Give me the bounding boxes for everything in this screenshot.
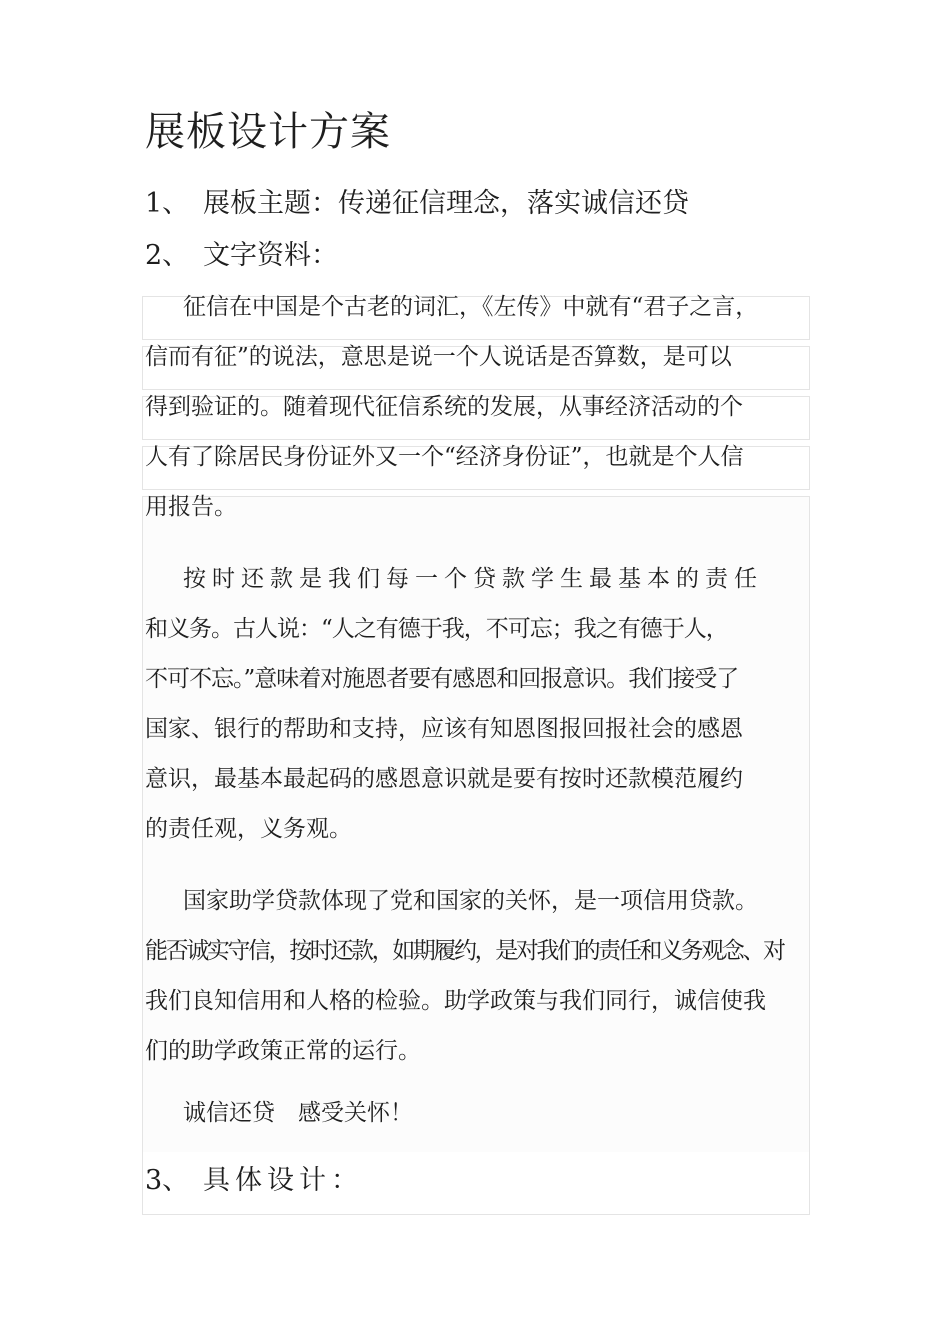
paragraph-2-line: 不可不忘。”意味着对施恩者要有感恩和回报意识。我们接受了 (145, 666, 739, 692)
paragraph-2-line: 国家、银行的帮助和支持，应该有知恩图报回报社会的感恩 (145, 716, 743, 742)
paragraph-3-line: 能否诚实守信，按时还款，如期履约，是对我们的责任和义务观念、对 (145, 938, 784, 964)
section-2-heading (145, 236, 338, 276)
section-3-heading (145, 1161, 363, 1201)
closing-slogan: 诚信还贷 感受关怀！ (183, 1100, 413, 1126)
paragraph-1-line: 信而有征”的说法，意思是说一个人说话是否算数，是可以 (145, 344, 732, 370)
paragraph-1-line: 得到验证的。随着现代征信系统的发展，从事经济活动的个 (145, 394, 743, 420)
section-1-text: 展板主题：传递征信理念，落实诚信还贷 (203, 188, 689, 219)
paragraph-3-line: 国家助学贷款体现了党和国家的关怀，是一项信用贷款。 (183, 888, 758, 914)
paragraph-2-line: 和义务。古人说：“人之有德于我，不可忘；我之有德于人， (145, 616, 728, 642)
paragraph-1-line: 人有了除居民身份证外又一个“经济身份证”，也就是个人信 (145, 444, 744, 470)
paragraph-2-line: 按时还款是我们每一个贷款学生最基本的责任 (183, 566, 763, 592)
document-title: 展板设计方案 (145, 109, 391, 155)
section-3-text: 具体设计： (203, 1165, 363, 1196)
section-1-number: 1、 (145, 188, 190, 219)
paragraph-2-line: 的责任观，义务观。 (145, 816, 352, 842)
paragraph-1-line: 用报告。 (145, 494, 237, 520)
paragraph-1-line: 征信在中国是个古老的词汇，《左传》中就有“君子之言， (183, 294, 759, 320)
paragraph-3-line: 我们良知信用和人格的检验。助学政策与我们同行，诚信使我 (145, 988, 766, 1014)
section-3-number: 3、 (145, 1165, 190, 1196)
paragraph-3-line: 们的助学政策正常的运行。 (145, 1038, 421, 1064)
section-2-text: 文字资料： (203, 240, 338, 271)
paragraph-2-line: 意识，最基本最起码的感恩意识就是要有按时还款模范履约 (145, 766, 743, 792)
section-1-heading (145, 184, 689, 224)
section-2-number: 2、 (145, 240, 190, 271)
